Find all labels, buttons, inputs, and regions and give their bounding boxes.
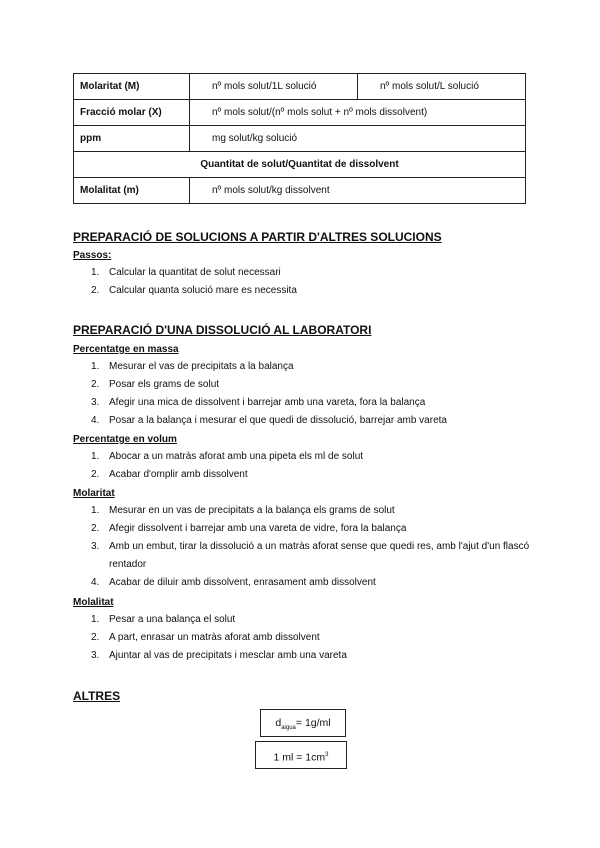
table-row	[74, 100, 526, 126]
list-item: 2. Acabar d'omplir amb dissolvent	[91, 469, 248, 480]
row-label: Fracció molar (X)	[74, 100, 190, 126]
subsection-title: Molalitat	[73, 597, 114, 608]
list-item: 3. Afegir una mica de dissolvent i barrejar amb una vareta, fora la balança	[91, 397, 426, 408]
subsection-title: Percentatge en massa	[73, 344, 179, 355]
row-value: nº mols solut/(nº mols solut + nº mols dissolvent)	[190, 100, 526, 126]
row-value-alt: nº mols solut/L solució	[358, 74, 526, 100]
row-label: ppm	[74, 126, 190, 152]
section-title: PREPARACIÓ D'UNA DISSOLUCIÓ AL LABORATORI	[73, 323, 372, 337]
list-item: 3. Ajuntar al vas de precipitats i mesclar amb una vareta	[91, 650, 347, 661]
row-label: Molalitat (m)	[74, 178, 190, 204]
list-item: 2. Calcular quanta solució mare es necessita	[91, 285, 297, 296]
section-title: PREPARACIÓ DE SOLUCIONS A PARTIR D'ALTRES SOLUCIONS	[73, 230, 442, 244]
list-item: 1. Mesurar el vas de precipitats a la balança	[91, 361, 294, 372]
list-item: 1. Pesar a una balança el solut	[91, 614, 236, 625]
row-value: mg solut/kg solució	[190, 126, 526, 152]
table-row	[74, 74, 526, 100]
water-density-box: $d_{aigua}= 1g/ml$	[260, 709, 346, 737]
row-value: nº mols solut/kg dissolvent	[190, 178, 526, 204]
list-item: 2. A part, enrasar un matràs aforat amb dissolvent	[91, 632, 320, 643]
steps-list	[73, 502, 533, 592]
table-row	[74, 178, 526, 204]
list-item: 1. Calcular la quantitat de solut necessari	[91, 267, 281, 278]
steps-list	[73, 358, 533, 430]
steps-list	[73, 264, 533, 300]
row-label: Molaritat (M)	[74, 74, 190, 100]
subsection-title: Percentatge en volum	[73, 434, 177, 445]
steps-list	[73, 611, 533, 665]
volume-equivalence-box: 1 ml = $1cm^3$	[255, 741, 347, 769]
table-row	[74, 126, 526, 152]
list-item: 4. Acabar de diluir amb dissolvent, enrasament amb dissolvent	[91, 577, 376, 588]
list-item: 1. Mesurar en un vas de precipitats a la balança els grams de solut	[91, 505, 395, 516]
subsection-title: Molaritat	[73, 488, 115, 499]
row-value: nº mols solut/1L solució	[190, 74, 358, 100]
list-item: 1. Abocar a un matràs aforat amb una pipeta els ml de solut	[91, 451, 364, 462]
section-title: ALTRES	[73, 689, 121, 703]
list-item: 2. Posar els grams de solut	[91, 379, 220, 390]
table-subheader: Quantitat de solut/Quantitat de dissolvent	[74, 152, 526, 178]
list-item: 2. Afegir dissolvent i barrejar amb una vareta de vidre, fora la balança	[91, 523, 407, 534]
units-table	[73, 73, 526, 204]
steps-list	[73, 448, 533, 484]
table-row	[74, 152, 526, 178]
subsection-title: Passos:	[73, 250, 112, 261]
list-item: 3. Amb un embut, tirar la dissolució a un matràs aforat sense que quedi res, amb l'ajut d'un flascó rentador	[91, 541, 530, 570]
list-item: 4. Posar a la balança i mesurar el que quedi de dissolució, barrejar amb vareta	[91, 415, 447, 426]
